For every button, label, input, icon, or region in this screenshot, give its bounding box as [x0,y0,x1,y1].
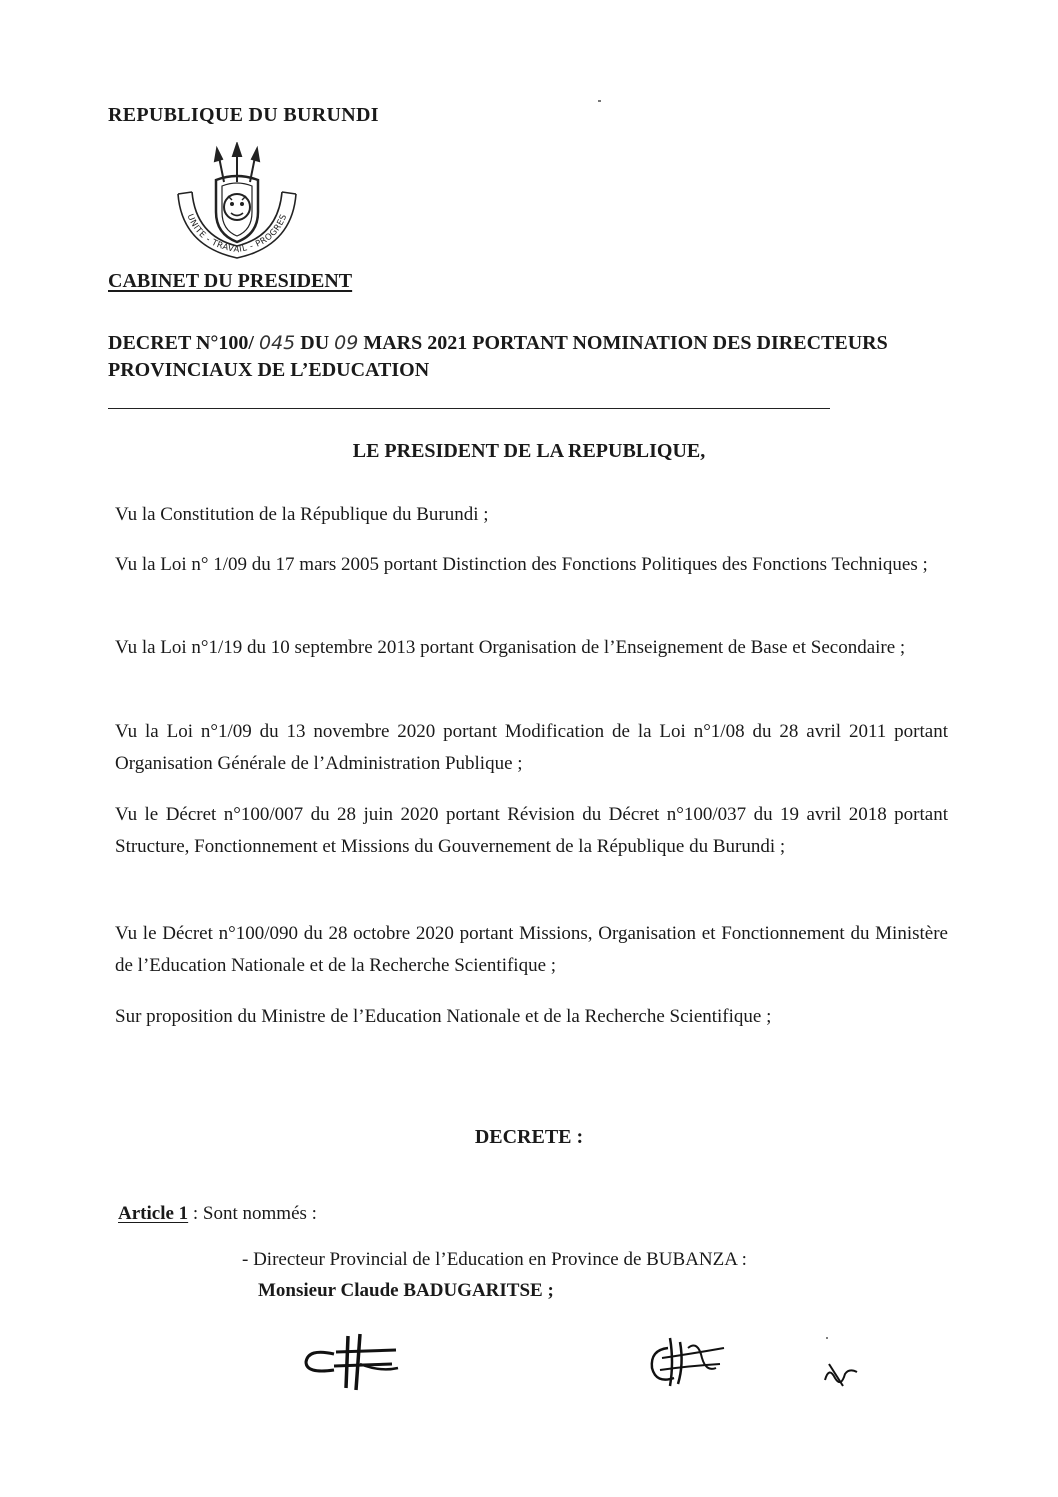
article-1 [118,1203,317,1225]
signature-initials-3 [815,1328,865,1398]
consideration-4: Vu la Loi n°1/09 du 13 novembre 2020 portant Modification de la Loi n°1/08 du 28 avril 2011 portant Organisation Générale de l’Administration Publique ; [115,721,948,774]
president-heading: LE PRESIDENT DE LA REPUBLIQUE, [352,440,706,462]
decree-title-part3: MARS 2021 PORTANT NOMINATION DES DIRECTEURS PROVINCIAUX DE L’EDUCATION [108,332,888,381]
decree-title [108,330,948,384]
decree-day-handwritten: 09 [334,332,359,354]
nominee-name: Monsieur Claude BADUGARITSE ; [258,1280,554,1301]
decree-number-handwritten: 045 [259,332,296,354]
consideration-3: Vu la Loi n°1/19 du 10 septembre 2013 portant Organisation de l’Enseignement de Base et Secondaire ; [115,637,906,658]
consideration-7: Sur proposition du Ministre de l’Education Nationale et de la Recherche Scientifique ; [115,1006,772,1027]
consideration-2: Vu la Loi n° 1/09 du 17 mars 2005 portant Distinction des Fonctions Politiques des Fonctions Techniques ; [115,554,928,575]
decrete-heading: DECRETE : [474,1126,584,1148]
decree-title-part1: DECRET N°100/ [108,332,254,354]
article-1-label: Article 1 [118,1203,189,1224]
nominee-role: - Directeur Provincial de l’Education en Province de BUBANZA : [242,1249,747,1270]
consideration-6: Vu le Décret n°100/090 du 28 octobre 2020 portant Missions, Organisation et Fonctionnement du Ministère de l’Education Nationale et de la Recherche Scientifique ; [115,923,948,976]
title-divider [108,408,830,409]
seal-motto: UNITE - TRAVAIL - PROGRES [184,212,290,256]
decree-title-part2: DU [295,332,335,354]
country-heading: REPUBLIQUE DU BURUNDI [108,104,379,126]
signature-initials-1 [300,1328,410,1398]
scan-speck [598,100,601,102]
consideration-1: Vu la Constitution de la République du Burundi ; [115,504,489,525]
article-1-text: : Sont nommés : [188,1203,317,1224]
signature-initials-2 [640,1328,730,1398]
cabinet-heading: CABINET DU PRESIDENT [108,270,353,292]
consideration-5: Vu le Décret n°100/007 du 28 juin 2020 portant Révision du Décret n°100/037 du 19 avril 2018 portant Structure, Fonctionnement et Missions du Gouvernement de la République du Burundi ; [115,804,948,857]
coat-of-arms-icon [172,142,302,264]
